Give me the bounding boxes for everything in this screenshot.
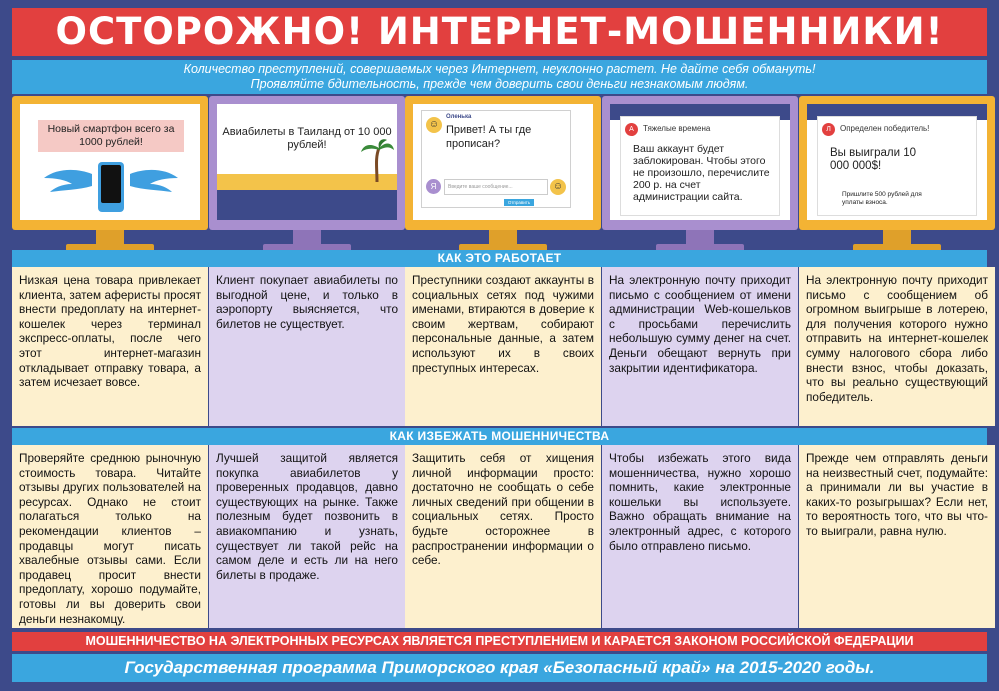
lottery-message <box>817 116 977 216</box>
monitor-smartphone <box>12 96 208 256</box>
how-text-5: На электронную почту приходит письмо с сообщением об огромном выигрыше в лотерею, для получения которого нужно отправить на интернет-кошелек сумму налогового сбора либо внести взнос, чтобы доказать, что вы реально существующий победитель. <box>799 267 995 426</box>
smiley-avatar-icon: ☺ <box>426 117 442 133</box>
how-text-4: На электронную почту приходит письмо с сообщением от имени администрации Web-кошельков с просьбами перечислить небольшую сумму денег на счет. Деньги обещают вернуть при закрытии идентификатора. <box>602 267 798 426</box>
lottery-fee-note: Пришлите 500 рублей для уплаты взноса. <box>842 191 922 206</box>
email-body: Ваш аккаунт будет заблокирован. Чтобы этого не произошло, перечислите 200 р. на счет администрации сайта. <box>633 143 770 203</box>
avoid-text-3: Защитить себя от хищения личной информации просто: достаточно не сообщать о себе личных сведений при общении в социальных сетях. Просто будьте осторожнее в распространении информации о себе. <box>405 445 601 628</box>
chat-message-input: Введите ваше сообщение... <box>444 179 548 195</box>
email-message <box>620 116 780 216</box>
chat-sender-name: Оленька <box>446 114 472 120</box>
avoid-text-2: Лучшей защитой является покупка авиабилетов у проверенных продавцов, давно существующих на рынке. Также полезным будет позвонить в авиакомпанию и узнать, существует ли такой рейс на самом деле и есть ли на него билеты в продаже. <box>209 445 405 628</box>
how-text-3: Преступники создают аккаунты в социальных сетях под чужими именами, втираются в доверие к своим жертвам, собирают персональные данные, а затем используют их в своих преступных интересах. <box>405 267 601 426</box>
chat-window <box>421 110 571 208</box>
poster-subtitle <box>12 60 987 94</box>
tickets-ad: Авиабилеты в Таиланд от 10 000 рублей! <box>222 126 392 151</box>
palm-tree-icon <box>359 138 395 182</box>
chat-message: Привет! А ты где прописан? <box>446 124 532 150</box>
subtitle-line-1: Количество преступлений, совершаемых через Интернет, неуклонно растет. Не дайте себя обмануть! <box>183 62 816 76</box>
lottery-body: Вы выиграли 10 000 000$! <box>830 147 917 172</box>
user-avatar: Я <box>426 179 441 194</box>
avoid-text-1: Проверяйте среднюю рыночную стоимость товара. Читайте отзывы других пользователей на ресурсах. Однако не стоит полагаться только на рекомендации клиентов – продавцы могут писать хвалебные отзывы сами. Если продавец просит внести предоплату, хорошо подумайте, готовы ли вы доверить свои деньги незнакомцу. <box>12 445 208 628</box>
email-subject: Тяжелые времена <box>643 124 711 133</box>
program-footer: Государственная программа Приморского края «Безопасный край» на 2015-2020 годы. <box>12 654 987 682</box>
monitor-lottery <box>799 96 995 256</box>
smartphone-icon <box>98 162 124 212</box>
smartphone-ad: Новый смартфон всего за 1000 рублей! <box>38 120 184 152</box>
smiley-reply-icon: ☺ <box>550 179 566 195</box>
sender-avatar: А <box>625 123 638 136</box>
poster-title: ОСТОРОЖНО! ИНТЕРНЕТ-МОШЕННИКИ! <box>12 8 987 56</box>
sender-avatar: Л <box>822 123 835 136</box>
how-text-2: Клиент покупает авиабилеты по выгодной цене, и только в аэропорту выясняется, что билетов не существует. <box>209 267 405 426</box>
monitor-email-account <box>602 96 798 256</box>
how-text-1: Низкая цена товара привлекает клиента, затем аферисты просят внести предоплату на интернет-кошелек через терминал экспресс-оплаты, после чего этот интернет-магазин откладывает отправку товара, а затем исчезает вовсе. <box>12 267 208 426</box>
monitor-tickets <box>209 96 405 256</box>
left-wing-icon <box>42 166 94 196</box>
avoid-text-5: Прежде чем отправлять деньги на неизвестный счет, подумайте: а принимали ли вы участие в каких-то розыгрышах? Если нет, то вероятность того, что вы что-то выиграли, равна нулю. <box>799 445 995 628</box>
how-to-avoid-header: КАК ИЗБЕЖАТЬ МОШЕННИЧЕСТВА <box>12 428 987 445</box>
avoid-text-4: Чтобы избежать этого вида мошенничества, нужно хорошо помнить, какие электронные кошельки вы используете. Важно обращать внимание на электронный адрес, с которого было отправлено письмо. <box>602 445 798 628</box>
law-warning: МОШЕННИЧЕСТВО НА ЭЛЕКТРОННЫХ РЕСУРСАХ ЯВЛЯЕТСЯ ПРЕСТУПЛЕНИЕМ И КАРАЕТСЯ ЗАКОНОМ РОССИЙСКОЙ ФЕДЕРАЦИИ <box>12 632 987 651</box>
subtitle-line-2: Проявляйте бдительность, прежде чем доверить свои деньги незнакомым людям. <box>250 77 749 91</box>
monitor-social-chat <box>405 96 601 256</box>
chat-send-button: Отправить <box>504 199 534 206</box>
lottery-subject: Определен победитель! <box>840 124 930 133</box>
how-it-works-header: КАК ЭТО РАБОТАЕТ <box>12 250 987 267</box>
right-wing-icon <box>128 166 180 196</box>
